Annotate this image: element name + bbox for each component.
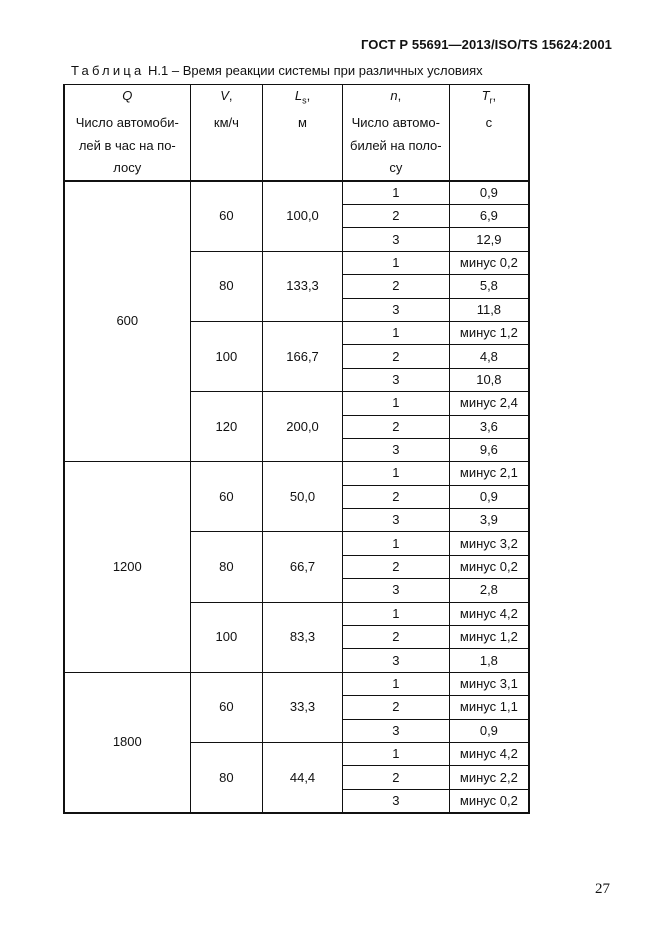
reaction-time-cell: минус 2,1 xyxy=(449,462,529,485)
column-symbol: V, xyxy=(220,88,233,103)
vehicle-number-cell: 3 xyxy=(342,509,449,532)
reaction-time-cell: 1,8 xyxy=(449,649,529,672)
reaction-time-cell: 12,9 xyxy=(449,228,529,251)
distance-cell: 44,4 xyxy=(263,742,343,813)
speed-cell: 80 xyxy=(190,251,263,321)
column-symbol: $T_r$, xyxy=(481,88,497,106)
distance-cell: 133,3 xyxy=(263,251,343,321)
column-header xyxy=(190,85,263,181)
table-row xyxy=(64,462,529,485)
speed-cell: 80 xyxy=(190,532,263,602)
vehicle-number-cell: 3 xyxy=(342,649,449,672)
reaction-time-table xyxy=(63,84,530,814)
reaction-time-cell: 5,8 xyxy=(449,275,529,298)
vehicle-number-cell: 1 xyxy=(342,672,449,695)
reaction-time-cell: минус 4,2 xyxy=(449,742,529,765)
distance-cell: 83,3 xyxy=(263,602,343,672)
document-header xyxy=(361,37,612,52)
vehicle-number-cell: 3 xyxy=(342,368,449,391)
caption-label: Таблица xyxy=(71,63,145,78)
speed-cell: 60 xyxy=(190,462,263,532)
vehicle-number-cell: 2 xyxy=(342,696,449,719)
vehicle-number-cell: 1 xyxy=(342,532,449,555)
reaction-time-cell: минус 1,1 xyxy=(449,696,529,719)
column-symbol: Q xyxy=(122,88,133,103)
vehicle-number-cell: 1 xyxy=(342,181,449,205)
column-description-line: лосу xyxy=(113,160,142,176)
vehicle-number-cell: 2 xyxy=(342,275,449,298)
reaction-time-cell: минус 0,2 xyxy=(449,789,529,813)
column-header xyxy=(342,85,449,181)
page-number: 27 xyxy=(595,881,610,897)
caption-text: Время реакции системы при различных условиях xyxy=(182,63,483,78)
vehicle-number-cell: 3 xyxy=(342,789,449,813)
speed-cell: 100 xyxy=(190,602,263,672)
vehicle-number-cell: 1 xyxy=(342,321,449,344)
vehicle-number-cell: 2 xyxy=(342,626,449,649)
reaction-time-cell: 2,8 xyxy=(449,579,529,602)
reaction-time-cell: 11,8 xyxy=(449,298,529,321)
column-description-line: лей в час на по- xyxy=(78,137,176,153)
traffic-volume-cell: 1200 xyxy=(64,462,190,673)
distance-cell: 50,0 xyxy=(263,462,343,532)
column-description-line: билей на полo- xyxy=(350,137,442,153)
caption-dash: – xyxy=(171,63,180,78)
column-description-line: с xyxy=(485,115,493,131)
reaction-time-cell: 6,9 xyxy=(449,204,529,227)
distance-cell: 166,7 xyxy=(263,321,343,391)
reaction-time-cell: 9,6 xyxy=(449,438,529,461)
reaction-time-cell: минус 0,2 xyxy=(449,555,529,578)
reaction-time-cell: минус 3,2 xyxy=(449,532,529,555)
table-header-row xyxy=(64,85,529,181)
table-row xyxy=(64,181,529,205)
vehicle-number-cell: 2 xyxy=(342,485,449,508)
traffic-volume-cell: 600 xyxy=(64,181,190,462)
reaction-time-cell: минус 1,2 xyxy=(449,321,529,344)
table-caption xyxy=(71,63,483,78)
vehicle-number-cell: 2 xyxy=(342,555,449,578)
column-description-line: Число автомоби- xyxy=(75,115,179,131)
reaction-time-cell: 10,8 xyxy=(449,368,529,391)
vehicle-number-cell: 3 xyxy=(342,438,449,461)
vehicle-number-cell: 1 xyxy=(342,602,449,625)
vehicle-number-cell: 2 xyxy=(342,345,449,368)
column-symbol: n, xyxy=(390,88,402,103)
vehicle-number-cell: 3 xyxy=(342,719,449,742)
reaction-time-cell: минус 1,2 xyxy=(449,626,529,649)
reaction-time-cell: минус 3,1 xyxy=(449,672,529,695)
vehicle-number-cell: 1 xyxy=(342,251,449,274)
vehicle-number-cell: 3 xyxy=(342,298,449,321)
reaction-time-cell: минус 0,2 xyxy=(449,251,529,274)
standard-designation: ГОСТ Р 55691—2013/ISO/TS 15624:2001 xyxy=(360,37,612,52)
reaction-time-cell: 3,6 xyxy=(449,415,529,438)
distance-cell: 33,3 xyxy=(263,672,343,742)
table-row xyxy=(64,672,529,695)
vehicle-number-cell: 2 xyxy=(342,415,449,438)
vehicle-number-cell: 3 xyxy=(342,579,449,602)
vehicle-number-cell: 2 xyxy=(342,766,449,789)
vehicle-number-cell: 1 xyxy=(342,742,449,765)
column-description-line: Число автомо- xyxy=(351,115,440,131)
column-description-line: м xyxy=(298,115,307,131)
reaction-time-cell: 0,9 xyxy=(449,181,529,205)
distance-cell: 66,7 xyxy=(263,532,343,602)
column-symbol: $L_s$, xyxy=(294,88,311,106)
column-description-line: км/ч xyxy=(213,115,239,131)
distance-cell: 100,0 xyxy=(263,181,343,252)
column-header xyxy=(64,85,190,181)
speed-cell: 60 xyxy=(190,672,263,742)
caption-number: Н.1 xyxy=(148,63,169,78)
reaction-time-cell: минус 2,4 xyxy=(449,392,529,415)
speed-cell: 80 xyxy=(190,742,263,813)
column-header xyxy=(449,85,529,181)
vehicle-number-cell: 3 xyxy=(342,228,449,251)
reaction-time-cell: 3,9 xyxy=(449,509,529,532)
reaction-time-cell: 0,9 xyxy=(449,719,529,742)
vehicle-number-cell: 1 xyxy=(342,462,449,485)
vehicle-number-cell: 2 xyxy=(342,204,449,227)
table-body xyxy=(64,181,529,814)
traffic-volume-cell: 1800 xyxy=(64,672,190,813)
speed-cell: 120 xyxy=(190,392,263,462)
column-header xyxy=(263,85,343,181)
speed-cell: 100 xyxy=(190,321,263,391)
distance-cell: 200,0 xyxy=(263,392,343,462)
reaction-time-cell: минус 4,2 xyxy=(449,602,529,625)
column-description-line: су xyxy=(389,160,403,176)
speed-cell: 60 xyxy=(190,181,263,252)
reaction-time-cell: 4,8 xyxy=(449,345,529,368)
reaction-time-cell: 0,9 xyxy=(449,485,529,508)
vehicle-number-cell: 1 xyxy=(342,392,449,415)
reaction-time-cell: минус 2,2 xyxy=(449,766,529,789)
